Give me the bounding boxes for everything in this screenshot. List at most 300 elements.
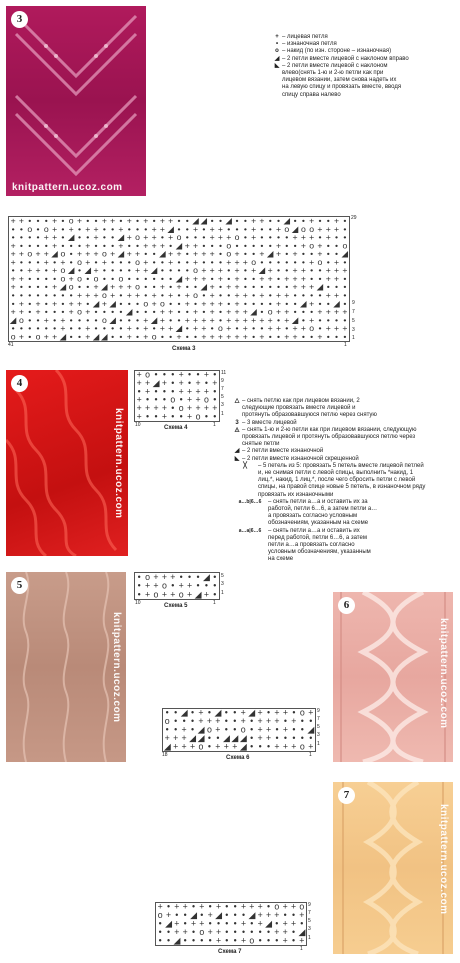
chart-symbol: •	[146, 411, 150, 421]
chart-symbol: +	[209, 298, 215, 309]
chart-symbol: o	[226, 240, 232, 251]
chart-symbol: •	[111, 256, 115, 267]
chart-symbol: +	[265, 732, 272, 743]
chart-symbol: •	[166, 903, 171, 912]
chart-symbol: •	[166, 935, 171, 945]
chart-symbol: +	[257, 918, 263, 929]
chart-symbol: +	[209, 232, 215, 243]
pattern-6-texture	[333, 592, 453, 762]
chart-symbol: +	[234, 248, 240, 259]
chart-symbol: •	[318, 298, 322, 309]
chart-symbol: •	[69, 331, 73, 341]
chart-4-row-11: 11	[221, 370, 227, 376]
chart-symbol: +	[274, 741, 280, 751]
chart-4-caption: Схема 4	[164, 425, 188, 431]
chart-symbol: +	[178, 371, 184, 380]
chart-symbol: ◢	[190, 910, 197, 921]
chart-symbol: o	[342, 240, 348, 251]
chart-symbol: ◢	[109, 298, 116, 309]
chart-symbol: •	[266, 903, 271, 912]
chart-symbol: +	[184, 298, 190, 309]
chart-symbol: +	[234, 265, 240, 276]
chart-symbol: o	[234, 232, 240, 243]
chart-symbol: •	[276, 232, 281, 243]
chart-symbol: +	[209, 331, 215, 341]
chart-symbol: •	[36, 290, 40, 301]
chart-symbol: •	[196, 371, 200, 380]
chart-symbol: •	[291, 926, 296, 937]
chart-symbol: +	[176, 281, 182, 292]
chart-7-grid	[155, 902, 307, 946]
chart-symbol: •	[276, 273, 281, 284]
chart-symbol: •	[44, 273, 48, 284]
chart-symbol: •	[77, 240, 82, 251]
chart-symbol: +	[199, 903, 205, 912]
chart-symbol: +	[226, 256, 232, 267]
chart-symbol: •	[127, 273, 131, 284]
chart-5-row-3: 3	[221, 581, 224, 587]
chart-symbol: •	[162, 394, 166, 405]
chart-symbol: •	[252, 240, 256, 251]
chart-symbol: o	[143, 298, 149, 309]
chart-symbol: •	[267, 741, 271, 751]
chart-symbol: •	[177, 223, 181, 234]
chart-symbol: o	[118, 273, 124, 284]
chart-symbol: •	[144, 248, 148, 259]
chart-symbol: o	[176, 232, 182, 243]
chart-symbol: +	[60, 314, 66, 325]
chart-symbol: •	[326, 256, 330, 267]
chart-symbol: +	[184, 240, 190, 251]
chart-symbol: +	[18, 298, 24, 309]
chart-symbol: o	[145, 371, 151, 380]
chart-symbol: +	[161, 573, 167, 582]
chart-symbol: •	[69, 240, 73, 251]
chart-symbol: •	[343, 314, 347, 325]
chart-symbol: •	[235, 240, 239, 251]
chart-symbol: •	[53, 314, 57, 325]
chart-symbol: •	[53, 273, 57, 284]
chart-symbol: +	[176, 331, 182, 341]
chart-symbol: •	[136, 240, 140, 251]
chart-symbol: •	[169, 281, 173, 292]
pattern-7-texture	[333, 782, 453, 954]
legend-item: o – накид (по изн. стороне – изнаночная)	[275, 48, 392, 55]
chart-symbol: •	[111, 323, 115, 334]
chart-symbol: +	[18, 273, 24, 284]
chart-symbol: •	[136, 273, 140, 284]
chart-symbol: +	[201, 265, 207, 276]
chart-symbol: ◢	[300, 298, 307, 309]
chart-symbol: •	[335, 240, 339, 251]
chart-symbol: •	[191, 935, 196, 945]
chart-symbol: o	[157, 910, 163, 921]
chart-symbol: •	[218, 240, 222, 251]
chart-symbol: •	[243, 217, 247, 226]
chart-symbol: +	[217, 232, 224, 243]
chart-symbol: •	[177, 265, 181, 276]
chart-symbol: +	[265, 910, 272, 921]
chart-symbol: +	[151, 223, 157, 234]
chart-symbol: ◢	[214, 709, 222, 718]
chart-symbol: o	[35, 331, 41, 341]
chart-symbol: •	[243, 281, 247, 292]
chart-symbol: •	[137, 573, 141, 582]
chart-symbol: •	[185, 323, 189, 334]
chart-symbol: +	[101, 217, 107, 226]
chart-symbol: •	[291, 910, 296, 921]
chart-symbol: •	[218, 314, 222, 325]
chart-symbol: +	[178, 378, 184, 388]
chart-symbol: •	[310, 306, 314, 317]
chart-symbol: •	[224, 716, 228, 727]
chart-symbol: •	[243, 273, 247, 284]
chart-symbol: •	[28, 323, 32, 334]
chart-symbol: •	[326, 217, 330, 226]
chart-symbol: +	[143, 265, 149, 276]
chart-symbol: •	[144, 281, 148, 292]
chart-symbol: +	[93, 232, 99, 243]
chart-symbol: •	[169, 298, 173, 309]
chart-symbol: •	[310, 331, 314, 341]
chart-symbol: ◢	[222, 732, 230, 743]
chart-symbol: +	[143, 323, 149, 334]
chart-3-row-5: 5	[352, 318, 355, 324]
chart-symbol: +	[145, 580, 151, 591]
chart-symbol: •	[169, 240, 173, 251]
chart-symbol: +	[292, 281, 298, 292]
chart-symbol: +	[136, 411, 142, 421]
chart-symbol: o	[101, 290, 107, 301]
chart-symbol: +	[110, 217, 116, 226]
chart-symbol: +	[265, 716, 272, 727]
chart-symbol: +	[168, 306, 174, 317]
chart-symbol: •	[326, 281, 330, 292]
chart-symbol: •	[86, 314, 90, 325]
chart-symbol: •	[276, 217, 281, 226]
chart-symbol: •	[241, 910, 246, 921]
chart-symbol: •	[160, 256, 164, 267]
chart-symbol: •	[243, 223, 247, 234]
chart-symbol: •	[235, 223, 239, 234]
chart-symbol: •	[111, 331, 115, 341]
chart-symbol: •	[86, 217, 90, 226]
chart-symbol: •	[146, 394, 150, 405]
chart-symbol: +	[209, 223, 215, 234]
chart-4-row-7: 7	[221, 386, 224, 392]
chart-symbol: •	[111, 265, 115, 276]
chart-symbol: +	[215, 935, 222, 945]
chart-symbol: +	[145, 589, 151, 599]
chart-symbol: •	[183, 910, 187, 921]
chart-symbol: +	[240, 903, 247, 912]
chart-symbol: •	[233, 724, 237, 735]
chart-symbol: ◢	[59, 281, 67, 292]
chart-symbol: •	[202, 290, 206, 301]
chart-symbol: o	[267, 306, 273, 317]
chart-symbol: +	[282, 935, 288, 945]
chart-symbol: +	[209, 290, 215, 301]
chart-symbol: +	[134, 265, 141, 276]
chart-symbol: o	[164, 716, 170, 727]
chart-symbol: •	[111, 273, 115, 284]
chart-symbol: •	[77, 223, 82, 234]
chart-symbol: •	[283, 732, 287, 743]
chart-symbol: +	[159, 223, 165, 234]
chart-symbol: o	[274, 903, 280, 912]
chart-symbol: ◢	[225, 217, 233, 226]
chart-symbol: •	[268, 217, 272, 226]
chart-symbol: •	[94, 217, 98, 226]
chart-symbol: ◢	[180, 709, 188, 718]
chart-symbol: +	[168, 290, 174, 301]
chart-symbol: •	[53, 290, 57, 301]
chart-symbol: +	[334, 273, 340, 284]
chart-symbol: +	[265, 724, 272, 735]
chart-symbol: •	[218, 290, 222, 301]
chart-symbol: +	[309, 281, 315, 292]
chart-symbol: +	[143, 232, 149, 243]
chart-symbol: •	[213, 411, 217, 421]
chart-symbol: +	[240, 716, 246, 727]
chart-symbol: +	[198, 709, 204, 718]
chart-symbol: •	[343, 232, 347, 243]
chart-symbol: ◢	[101, 281, 108, 292]
chart-symbol: +	[201, 323, 207, 334]
chart-symbol: •	[243, 240, 247, 251]
chart-symbol: o	[284, 223, 290, 234]
chart-symbol: •	[227, 273, 231, 284]
chart-symbol: ◢	[173, 935, 181, 945]
chart-symbol: +	[257, 724, 263, 735]
pattern-7-watermark: knitpattern.ucoz.com	[438, 804, 449, 915]
chart-symbol: +	[215, 926, 222, 937]
chart-symbol: •	[127, 240, 131, 251]
chart-symbol: +	[35, 265, 41, 276]
chart-symbol: •	[285, 265, 289, 276]
chart-symbol: +	[178, 580, 184, 591]
chart-symbol: •	[177, 314, 181, 325]
chart-symbol: +	[274, 716, 280, 727]
chart-symbol: o	[27, 248, 33, 259]
chart-symbol: •	[318, 273, 322, 284]
chart-symbol: o	[19, 314, 24, 325]
chart-symbol: +	[215, 903, 222, 912]
chart-symbol: +	[242, 314, 248, 325]
chart-7-caption: Схема 7	[218, 949, 242, 955]
chart-symbol: •	[218, 217, 222, 226]
chart-symbol: +	[317, 306, 323, 317]
pattern-5-watermark: knitpattern.ucoz.com	[111, 612, 122, 723]
chart-symbol: +	[187, 589, 193, 599]
chart-symbol: +	[209, 281, 215, 292]
chart-6-caption: Схема 6	[226, 755, 250, 761]
chart-symbol: •	[152, 273, 156, 284]
chart-symbol: +	[251, 217, 257, 226]
chart-6-row-3: 3	[317, 732, 320, 738]
chart-symbol: +	[334, 290, 340, 301]
chart-symbol: +	[300, 232, 306, 243]
chart-symbol: +	[110, 248, 116, 259]
chart-symbol: +	[35, 306, 41, 317]
chart-symbol: +	[275, 240, 282, 251]
chart-symbol: •	[36, 217, 40, 226]
chart-7-row-3: 3	[308, 926, 311, 932]
chart-symbol: •	[165, 709, 169, 718]
chart-symbol: +	[334, 223, 340, 234]
chart-symbol: +	[161, 411, 167, 421]
chart-symbol: •	[158, 935, 162, 945]
chart-symbol: +	[226, 306, 232, 317]
chart-symbol: •	[233, 926, 237, 937]
chart-symbol: +	[259, 290, 265, 301]
chart-symbol: •	[343, 256, 347, 267]
chart-symbol: •	[36, 223, 40, 234]
chart-symbol: •	[301, 290, 305, 301]
chart-symbol: •	[127, 256, 131, 267]
chart-5-col-left: 10	[135, 600, 141, 606]
chart-symbol: +	[161, 403, 167, 413]
chart-symbol: +	[43, 314, 49, 325]
chart-symbol: •	[268, 290, 272, 301]
chart-symbol: •	[185, 217, 189, 226]
chart-symbol: +	[193, 223, 199, 234]
chart-symbol: o	[27, 223, 33, 234]
chart-symbol: o	[193, 290, 198, 301]
chart-symbol: •	[28, 290, 32, 301]
chart-symbol: +	[168, 217, 174, 226]
legend-item: a…b|6…6 – снять петли a…a и оставить их за работой, петли 6…6, а затем петли a…a провязать согласно условным обозначениям, указанным на схеме	[238, 498, 378, 527]
chart-symbol: •	[175, 910, 179, 921]
chart-symbol: +	[257, 732, 263, 743]
chart-symbol: +	[153, 403, 159, 413]
chart-symbol: •	[53, 323, 57, 334]
legend-item: △ – снять петлю как при лицевом вязании, 2 следующие провязать вместе лицевой и протянуть образовавшуюся петлю через снятую	[234, 398, 377, 419]
chart-symbol: •	[225, 903, 229, 912]
chart-symbol: •	[44, 281, 48, 292]
chart-6-row-7: 7	[317, 716, 320, 722]
chart-symbol: •	[44, 306, 48, 317]
chart-symbol: •	[185, 232, 189, 243]
chart-symbol: +	[334, 265, 340, 276]
chart-symbol: •	[36, 281, 40, 292]
chart-symbol: o	[161, 580, 167, 591]
chart-symbol: •	[94, 314, 98, 325]
chart-symbol: ◢	[215, 910, 222, 921]
chart-symbol: +	[300, 323, 306, 334]
chart-symbol: •	[36, 256, 40, 267]
chart-symbol: •	[241, 926, 246, 937]
chart-symbol: +	[85, 306, 91, 317]
chart-symbol: +	[226, 232, 232, 243]
chart-symbol: +	[187, 411, 193, 421]
chart-symbol: •	[86, 281, 90, 292]
chart-symbol: +	[118, 223, 124, 234]
chart-symbol: •	[177, 306, 181, 317]
chart-symbol: •	[233, 903, 237, 912]
chart-symbol: •	[268, 232, 272, 243]
chart-symbol: +	[126, 232, 132, 243]
chart-symbol: o	[249, 935, 255, 945]
chart-symbol: o	[199, 926, 205, 937]
chart-symbol: +	[292, 331, 298, 341]
chart-symbol: •	[252, 323, 256, 334]
chart-symbol: •	[119, 256, 123, 267]
chart-symbol: •	[77, 265, 82, 276]
chart-symbol: ◢	[248, 910, 256, 921]
chart-symbol: +	[300, 273, 306, 284]
chart-4-row-9: 9	[221, 378, 224, 384]
chart-symbol: •	[102, 265, 106, 276]
chart-symbol: o	[10, 331, 16, 341]
chart-symbol: •	[252, 290, 256, 301]
chart-symbol: •	[335, 281, 339, 292]
chart-symbol: o	[299, 709, 305, 718]
chart-symbol: •	[266, 935, 271, 945]
chart-symbol: +	[153, 573, 159, 582]
chart-symbol: •	[204, 411, 208, 421]
chart-symbol: +	[257, 903, 263, 912]
chart-symbol: +	[259, 273, 265, 284]
chart-symbol: +	[159, 306, 165, 317]
chart-symbol: +	[290, 918, 297, 929]
chart-symbol: •	[185, 223, 189, 234]
chart-symbol: +	[143, 240, 149, 251]
pattern-4-texture	[6, 370, 128, 556]
chart-symbol: •	[293, 217, 297, 226]
chart-symbol: +	[126, 217, 132, 226]
chart-symbol: +	[68, 306, 74, 317]
chart-symbol: +	[292, 248, 298, 259]
chart-symbol: •	[28, 298, 32, 309]
chart-symbol: •	[200, 935, 204, 945]
chart-symbol: +	[234, 256, 240, 267]
chart-symbol: •	[182, 716, 186, 727]
chart-symbol: +	[126, 331, 132, 341]
chart-symbol: •	[111, 232, 115, 243]
chart-symbol: +	[143, 314, 149, 325]
chart-symbol: •	[77, 281, 82, 292]
chart-symbol: •	[69, 248, 73, 259]
chart-symbol: +	[198, 716, 204, 727]
chart-symbol: •	[53, 256, 57, 267]
chart-symbol: ◢	[117, 248, 125, 259]
chart-symbol: +	[184, 290, 190, 301]
chart-symbol: +	[309, 298, 315, 309]
chart-symbol: •	[160, 331, 164, 341]
chart-symbol: +	[43, 232, 49, 243]
chart-symbol: +	[203, 589, 209, 599]
chart-symbol: o	[195, 411, 201, 421]
chart-symbol: •	[276, 331, 281, 341]
chart-symbol: +	[189, 741, 196, 751]
chart-symbol: •	[343, 223, 347, 234]
chart-symbol: +	[18, 306, 24, 317]
chart-symbol: +	[93, 248, 99, 259]
chart-symbol: +	[282, 709, 289, 718]
chart-symbol: •	[158, 926, 162, 937]
chart-symbol: +	[342, 265, 348, 276]
chart-3-col-left: 41	[8, 342, 14, 348]
chart-symbol: +	[242, 331, 248, 341]
chart-symbol: +	[195, 403, 201, 413]
chart-symbol: •	[208, 935, 212, 945]
chart-symbol: +	[182, 903, 188, 912]
chart-5-row-5: 5	[221, 573, 224, 579]
chart-symbol: +	[76, 248, 83, 259]
chart-symbol: •	[77, 314, 82, 325]
chart-symbol: +	[291, 716, 297, 727]
